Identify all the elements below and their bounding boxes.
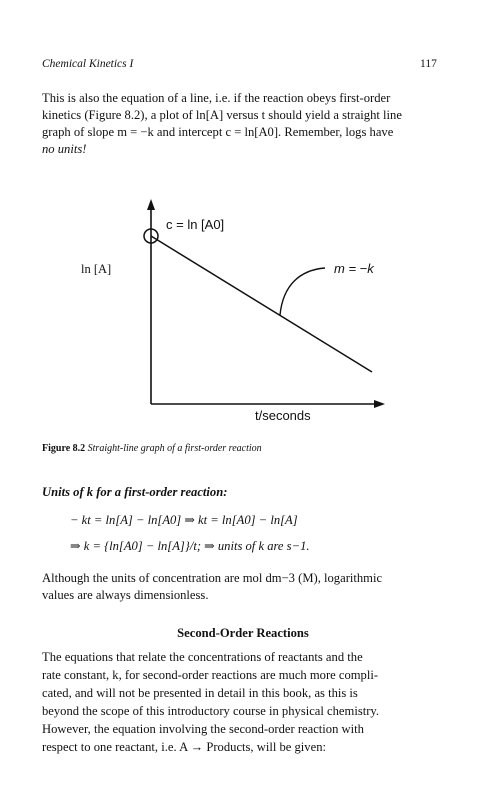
intro-line-4: no units! — [42, 142, 87, 156]
x-axis-label: t/seconds — [255, 408, 311, 423]
y-axis-arrow — [147, 199, 155, 210]
slope-label: m = −k — [334, 261, 374, 276]
section-title: Second-Order Reactions — [177, 626, 309, 640]
caption-text: Straight-line graph of a first-order reaction — [87, 443, 262, 454]
running-title: Chemical Kinetics I — [42, 58, 134, 70]
page-number: 117 — [420, 58, 437, 70]
units-line-2: values are always dimensionless. — [42, 588, 209, 602]
second-order-line-3: cated, and will not be presented in detail in this book, as this is — [42, 686, 358, 700]
intro-line-1: This is also the equation of a line, i.e. if the reaction obeys first-order — [42, 91, 391, 105]
second-order-line-5: However, the equation involving the second-order reaction with — [42, 722, 364, 736]
intercept-label: c = ln [A0] — [166, 217, 225, 232]
figure-caption — [42, 443, 262, 454]
equation-1: − kt = ln[A] − ln[A0] ⇒ kt = ln[A0] − ln[A] — [70, 513, 298, 527]
slope-arc — [280, 268, 325, 315]
second-order-line-6: respect to one reactant, i.e. A → Products, will be given: — [42, 740, 326, 754]
x-axis-arrow — [374, 400, 385, 408]
second-order-line-4: beyond the scope of this introductory course in physical chemistry. — [42, 704, 380, 718]
intro-line-2: kinetics (Figure 8.2), a plot of ln[A] versus t should yield a straight line — [42, 108, 402, 122]
units-heading: Units of k for a first-order reaction: — [42, 485, 228, 499]
units-line-1: Although the units of concentration are mol dm−3 (M), logarithmic — [42, 571, 383, 585]
equation-2: ⇒ k = {ln[A0] − ln[A]}/t; ⇒ units of k are s−1. — [70, 539, 310, 553]
intro-line-3: graph of slope m = −k and intercept c = ln[A0]. Remember, logs have — [42, 125, 394, 139]
second-order-line-2: rate constant, k, for second-order reactions are much more compli- — [42, 668, 379, 682]
second-order-line-1: The equations that relate the concentrations of reactants and the — [42, 650, 363, 664]
caption-number: Figure 8.2 — [42, 443, 86, 454]
data-line — [151, 236, 372, 372]
y-axis-label: ln [A] — [81, 262, 112, 276]
